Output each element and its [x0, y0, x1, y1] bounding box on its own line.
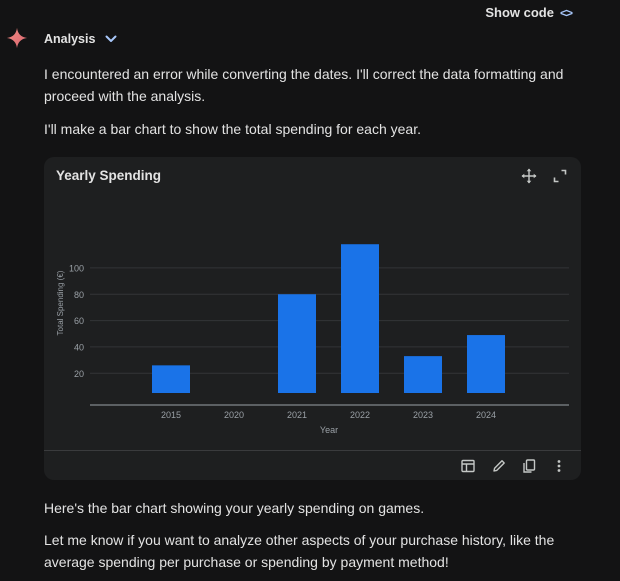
x-tick-label: 2015 — [160, 410, 182, 420]
x-axis-label: Year — [319, 425, 339, 435]
y-tick-label: 20 — [73, 368, 84, 379]
fullscreen-icon[interactable] — [552, 168, 568, 184]
bar — [404, 356, 442, 393]
response-paragraph-followup: Let me know if you want to analyze other aspects of your purchase history, like the average spending per purchase or spending by payment method! — [44, 532, 555, 570]
show-code-button[interactable] — [485, 5, 572, 20]
more-vert-icon[interactable] — [551, 458, 567, 474]
bar — [467, 335, 505, 393]
x-tick-label: 2024 — [475, 410, 497, 420]
move-icon[interactable] — [521, 168, 537, 184]
chart-title: Yearly Spending — [56, 168, 162, 183]
response-paragraph-summary: Here's the bar chart showing your yearly spending on games. — [44, 500, 425, 516]
copy-icon[interactable] — [521, 458, 537, 474]
edit-icon[interactable] — [491, 458, 507, 474]
y-tick-label: 60 — [73, 316, 84, 327]
gemini-sparkle-icon — [6, 27, 28, 49]
response-paragraph-error: I encountered an error while converting the dates. I'll correct the data formatting and proceed with the analysis. — [44, 66, 564, 104]
x-tick-label: 2023 — [412, 410, 434, 420]
bar-chart — [44, 157, 581, 450]
analysis-label: Analysis — [44, 32, 96, 46]
analysis-toggle[interactable] — [44, 32, 117, 46]
response-paragraph-plan: I'll make a bar chart to show the total spending for each year. — [44, 121, 421, 137]
chart-card — [44, 157, 581, 480]
x-tick-label: 2020 — [223, 410, 245, 420]
y-tick-label: 100 — [68, 263, 84, 274]
x-tick-label: 2021 — [286, 410, 308, 420]
y-axis-label: Total Spending (€) — [56, 270, 65, 336]
y-tick-label: 40 — [73, 342, 84, 353]
bar — [152, 365, 190, 393]
bar — [341, 244, 379, 393]
table-icon[interactable] — [460, 458, 476, 474]
code-icon: <> — [559, 5, 572, 20]
chevron-down-icon — [105, 35, 117, 43]
x-tick-label: 2022 — [349, 410, 371, 420]
y-tick-label: 80 — [73, 289, 84, 300]
bar — [278, 294, 316, 393]
show-code-label: Show code — [485, 5, 554, 20]
chart-toolbar — [44, 450, 581, 480]
